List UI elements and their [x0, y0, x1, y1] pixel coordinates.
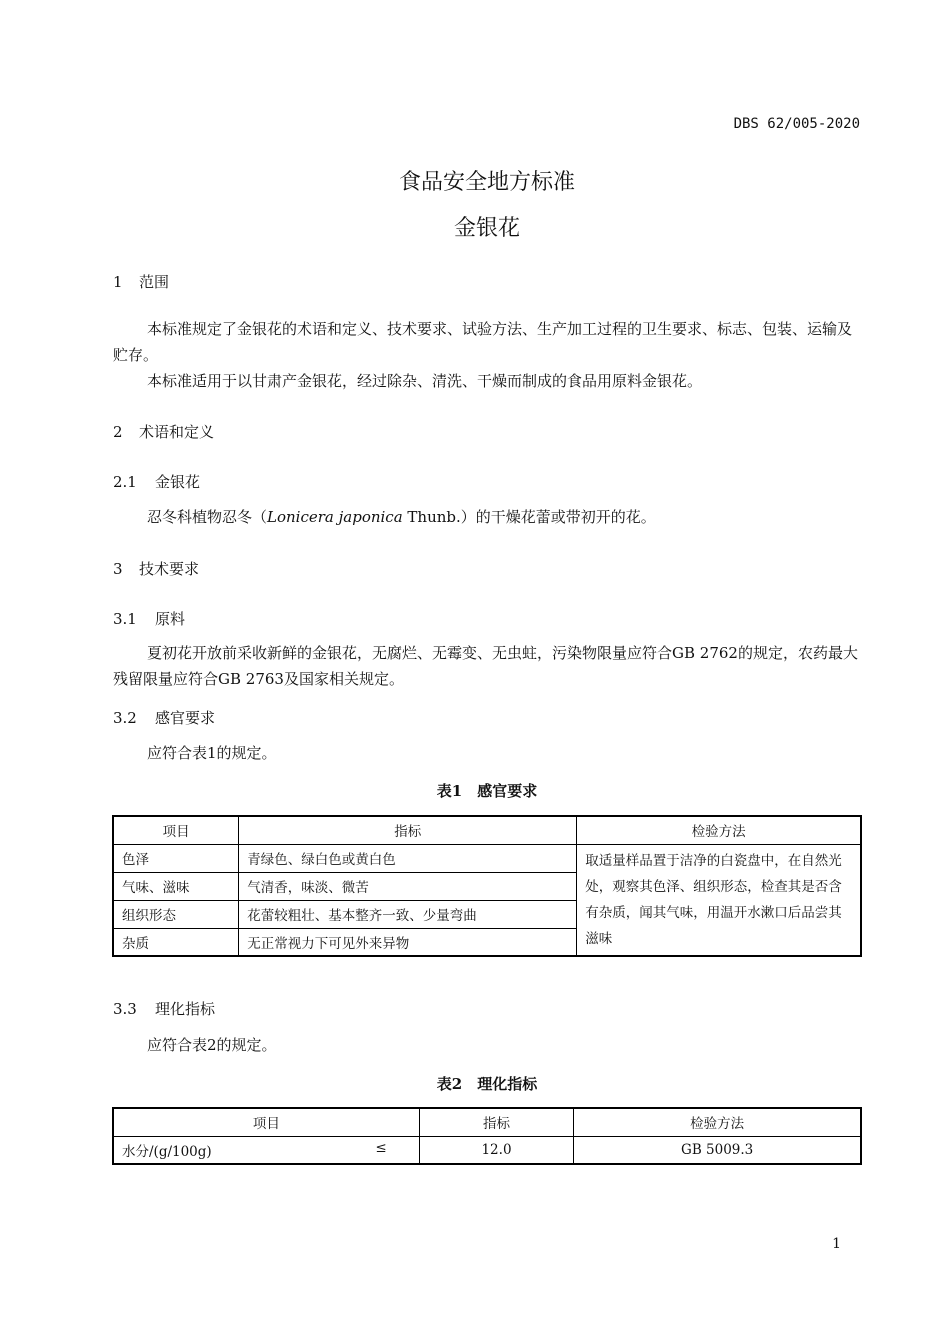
table-2-caption: 表2 理化指标	[436, 1075, 538, 1093]
section-number: 3.2	[113, 709, 137, 727]
section-title: 金银花	[155, 473, 201, 491]
section-number: 2.1	[113, 473, 137, 491]
section-3-heading	[113, 558, 199, 579]
table-header-cell: 指标	[239, 816, 577, 844]
table-header-cell: 检验方法	[577, 816, 861, 844]
table-cell: 气味、滋味	[113, 872, 239, 900]
section-1-paragraph-1: 本标准规定了金银花的术语和定义、技术要求、试验方法、生产加工过程的卫生要求、标志、包装、运输及贮存。	[113, 320, 853, 364]
section-number: 1	[113, 273, 123, 291]
section-2-1-heading	[113, 471, 200, 492]
less-equal-symbol: ≤	[375, 1139, 387, 1156]
table-cell: 组织形态	[113, 900, 239, 928]
section-title: 理化指标	[155, 1000, 216, 1018]
section-title: 技术要求	[139, 560, 200, 578]
table-header-row	[113, 1108, 861, 1136]
table-2	[112, 1107, 862, 1165]
section-2-heading	[113, 421, 214, 442]
section-3-3-paragraph: 应符合表2的规定。	[147, 1036, 277, 1054]
table-cell-method: 取适量样品置于洁净的白瓷盘中，在自然光处，观察其色泽、组织形态，检查其是否含有杂质，闻其气味，用温开水漱口后品尝其滋味	[577, 844, 861, 956]
section-3-1-paragraph: 夏初花开放前采收新鲜的金银花，无腐烂、无霉变、无虫蛀，污染物限量应符合GB 2762的规定，农药最大残留限量应符合GB 2763及国家相关规定。	[113, 644, 858, 688]
section-3-1-heading	[113, 608, 185, 629]
latin-name: Lonicera japonica	[267, 508, 403, 526]
section-title: 原料	[155, 610, 186, 628]
table-1-caption: 表1 感官要求	[436, 782, 538, 800]
table-header-cell: 指标	[419, 1108, 574, 1136]
table-cell: GB 5009.3	[574, 1136, 861, 1164]
section-title: 感官要求	[155, 709, 216, 727]
table-cell: 青绿色、绿白色或黄白色	[239, 844, 577, 872]
table-1	[112, 815, 862, 957]
section-2-1-paragraph	[113, 504, 861, 530]
section-3-3-heading	[113, 998, 215, 1019]
table-header-cell: 项目	[113, 816, 239, 844]
section-number: 3.1	[113, 610, 137, 628]
definition-text: 忍冬科植物忍冬（	[147, 508, 268, 526]
item-label: 水分/(g/100g)	[122, 1143, 212, 1160]
table-cell: 无正常视力下可见外来异物	[239, 928, 577, 956]
section-1-paragraph-2: 本标准适用于以甘肃产金银花，经过除杂、清洗、干燥而制成的食品用原料金银花。	[147, 372, 703, 390]
section-3-2-heading	[113, 707, 215, 728]
table-cell: 12.0	[419, 1136, 574, 1164]
page-title: 食品安全地方标准	[398, 170, 575, 195]
table-cell: 气清香，味淡、微苦	[239, 872, 577, 900]
page-number: 1	[832, 1236, 841, 1252]
section-number: 3	[113, 560, 123, 578]
document-code: DBS 62/005-2020	[733, 116, 860, 132]
section-3-2-paragraph: 应符合表1的规定。	[147, 744, 277, 762]
table-header-cell: 检验方法	[574, 1108, 861, 1136]
section-number: 2	[113, 423, 123, 441]
page-subtitle: 金银花	[453, 216, 520, 241]
table-cell: 杂质	[113, 928, 239, 956]
section-title: 范围	[139, 273, 170, 291]
table-header-row	[113, 816, 861, 844]
table-row	[113, 844, 861, 872]
section-1-heading	[113, 271, 169, 292]
table-cell: 花蕾较粗壮、基本整齐一致、少量弯曲	[239, 900, 577, 928]
table-cell: 色泽	[113, 844, 239, 872]
section-title: 术语和定义	[139, 423, 215, 441]
table-row	[113, 1136, 861, 1164]
table-cell	[113, 1136, 419, 1164]
definition-text-end: Thunb.）的干燥花蕾或带初开的花。	[402, 508, 656, 526]
section-number: 3.3	[113, 1000, 137, 1018]
table-header-cell: 项目	[113, 1108, 419, 1136]
